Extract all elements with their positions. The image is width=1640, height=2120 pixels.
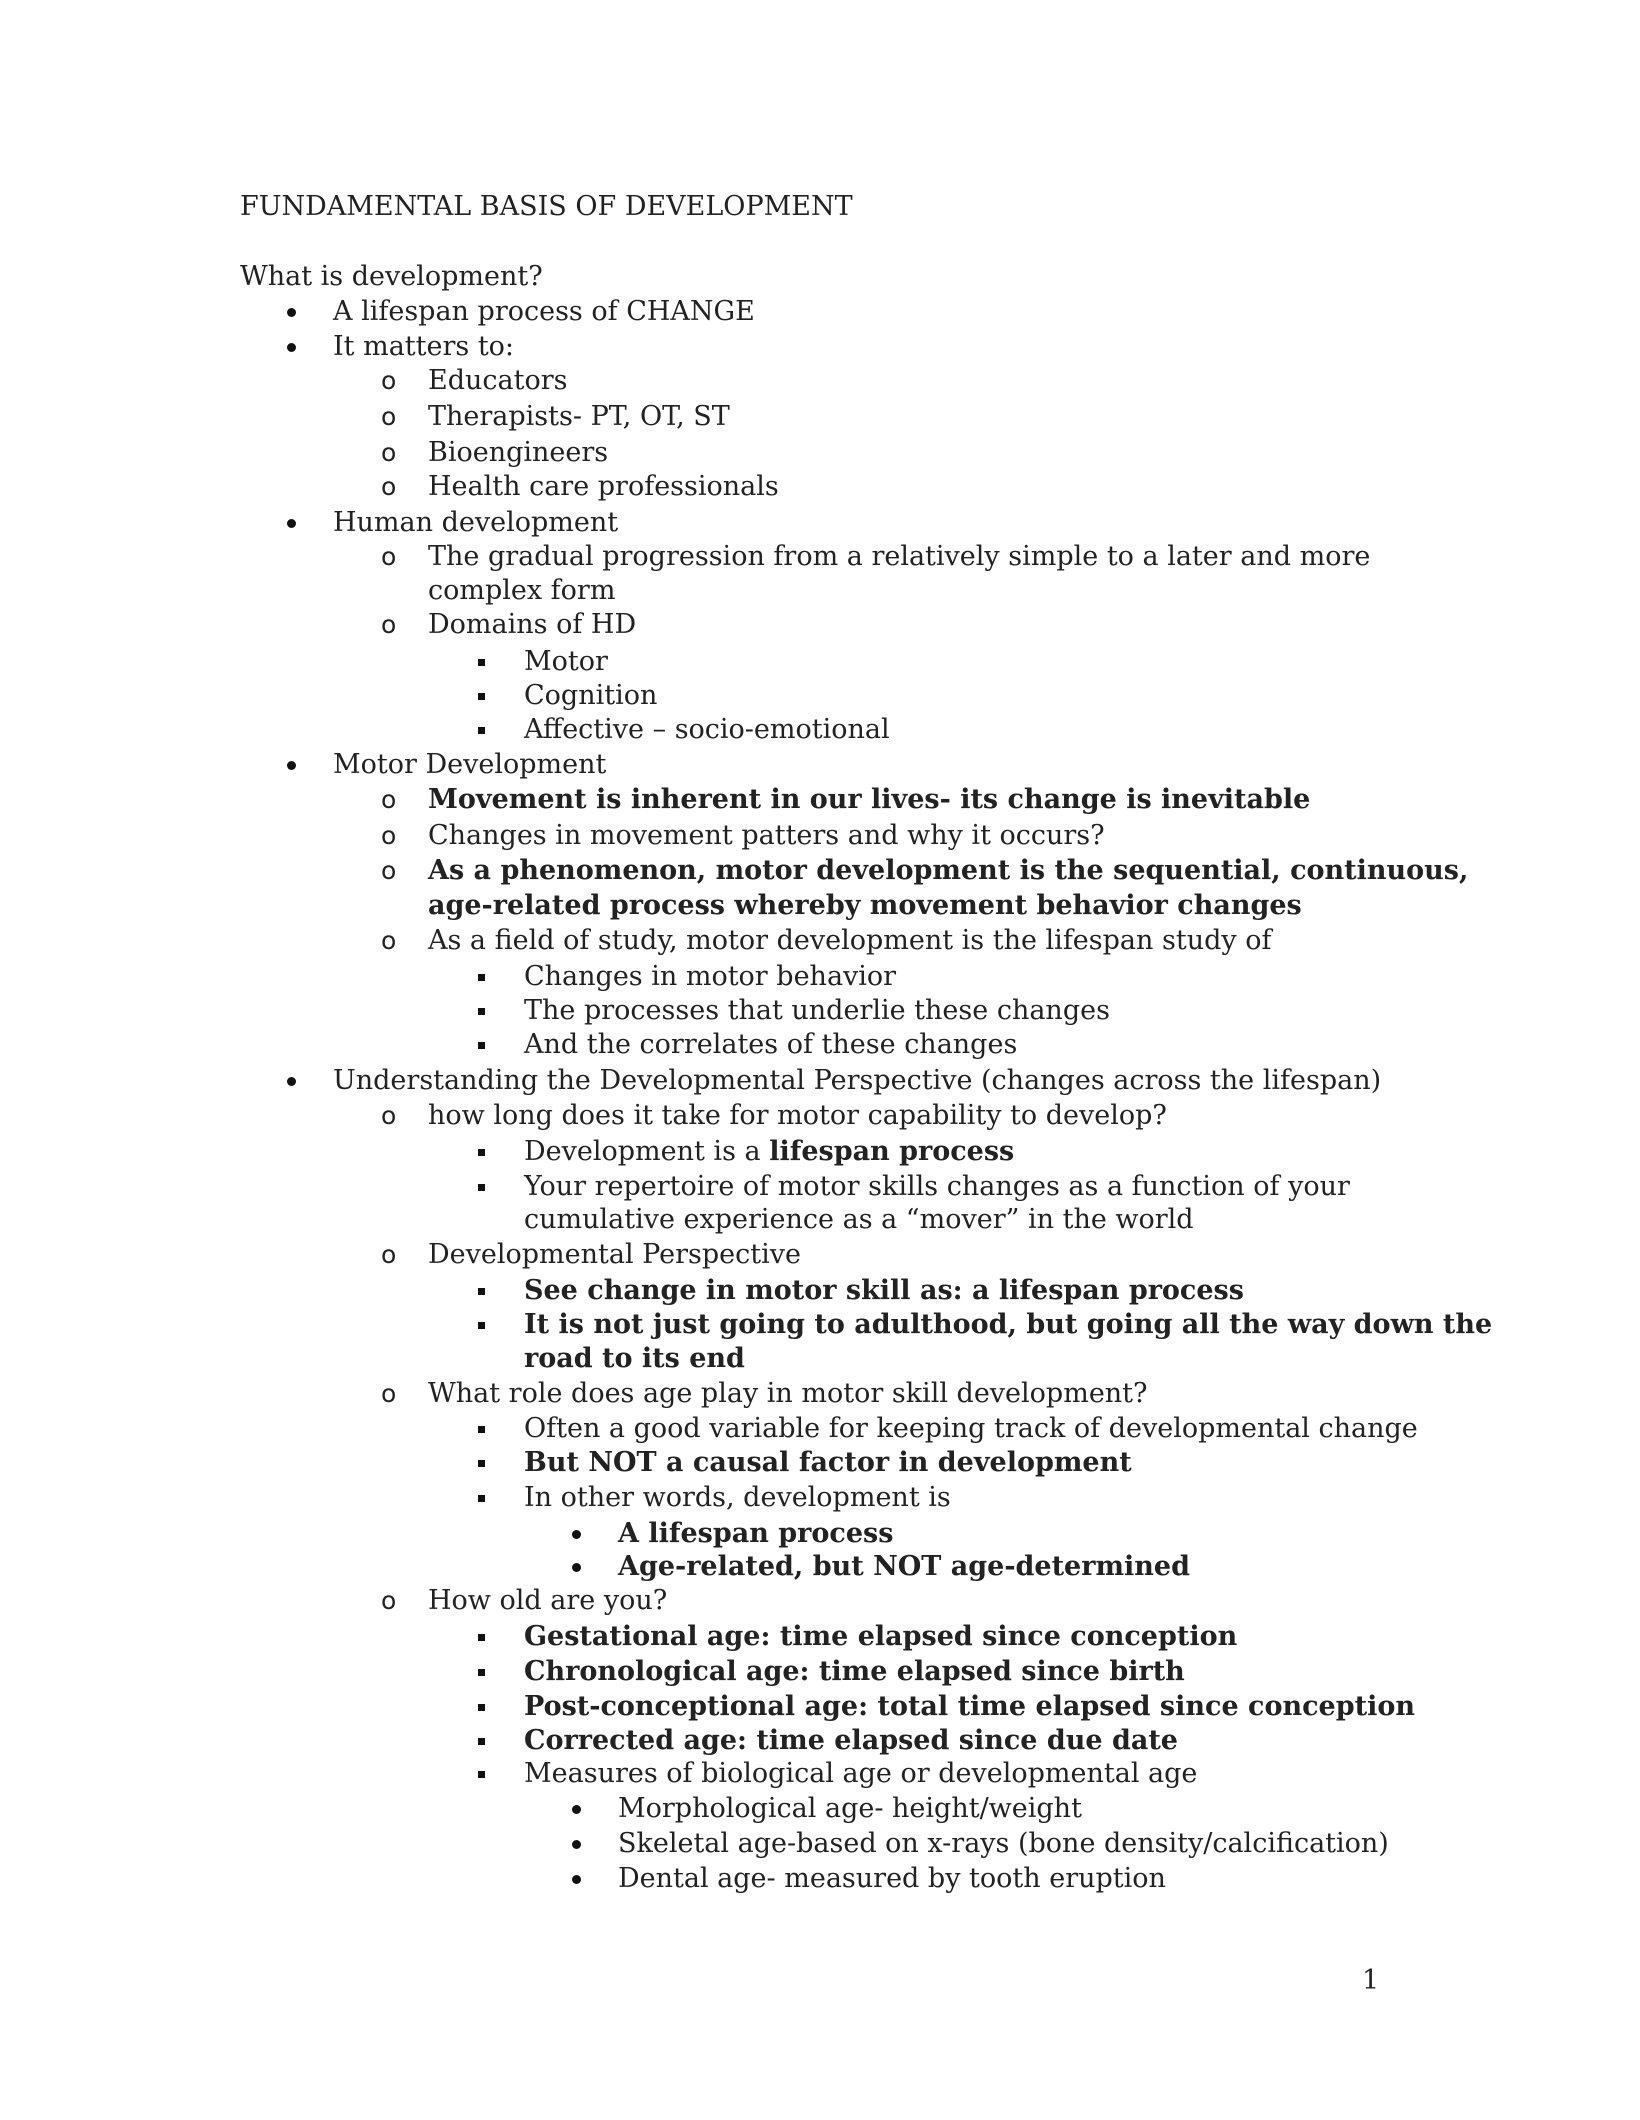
outline-item	[524, 645, 608, 679]
outline-item-text: Often a good variable for keeping track of developmental change	[524, 1413, 1418, 1444]
outline-item-text: A lifespan process of CHANGE	[333, 296, 755, 327]
outline-item-text: In other words, development is	[524, 1482, 951, 1513]
outline-item-text: how long does it take for motor capability to develop?	[428, 1100, 1167, 1131]
outline-item	[428, 924, 1271, 958]
outline-item-text: See change in motor skill as: a lifespan process	[524, 1275, 1244, 1306]
document-title: FUNDAMENTAL BASIS OF DEVELOPMENT	[240, 191, 853, 222]
outline-item	[524, 1274, 1244, 1308]
outline-item	[524, 713, 890, 747]
outline-item-text: Movement is inherent in our lives- its change is inevitable	[428, 784, 1311, 815]
outline-item-text: Chronological age: time elapsed since birth	[524, 1656, 1185, 1687]
outline-item	[240, 260, 543, 294]
bullet-circle-icon: o	[381, 856, 397, 885]
bullet-circle-icon: o	[381, 1240, 397, 1269]
outline-item-text: Measures of biological age or developmental age	[524, 1758, 1198, 1789]
outline-item	[428, 819, 1105, 853]
outline-item	[428, 1584, 667, 1618]
outline-item-text: It is not just going to adulthood, but going all the way down the	[524, 1309, 1493, 1340]
outline-item-text: Domains of HD	[428, 609, 637, 640]
outline-item-text: It matters to:	[333, 331, 515, 362]
outline-item-text: complex form	[428, 575, 616, 606]
outline-item-text: How old are you?	[428, 1585, 668, 1616]
outline-item	[333, 330, 514, 364]
outline-item-text: Corrected age: time elapsed since due date	[524, 1725, 1178, 1756]
outline-item-text: Motor Development	[333, 749, 607, 780]
outline-item-text: And the correlates of these changes	[524, 1029, 1018, 1060]
outline-item	[524, 1203, 1194, 1237]
outline-item-text: Gestational age: time elapsed since conception	[524, 1621, 1238, 1652]
outline-item-text: But NOT a causal factor in development	[524, 1447, 1132, 1478]
page-number: 1	[1362, 1965, 1380, 1996]
outline-item	[428, 1238, 801, 1272]
outline-item	[618, 1862, 1166, 1896]
outline-item-text: age-related process whereby movement behavior changes	[428, 890, 1302, 921]
outline-item	[524, 1620, 1237, 1654]
outline-item-text: As a phenomenon, motor development is the sequential, continuous,	[428, 855, 1469, 886]
outline-item	[428, 574, 615, 608]
outline-item-text: Understanding the Developmental Perspective (changes across the lifespan)	[333, 1065, 1382, 1096]
outline-item	[524, 1481, 951, 1515]
bullet-circle-icon: o	[381, 610, 397, 639]
outline-item	[428, 364, 567, 398]
outline-item	[333, 1064, 1381, 1098]
outline-item	[428, 854, 1468, 888]
outline-item-text: Dental age- measured by tooth eruption	[618, 1863, 1166, 1894]
outline-item-text: Post-conceptional age: total time elapsed since conception	[524, 1691, 1415, 1722]
bullet-circle-icon: o	[381, 438, 397, 467]
outline-item-text: The gradual progression from a relatively simple to a later and more	[428, 541, 1371, 572]
outline-item-text: Development is a	[524, 1136, 770, 1167]
outline-item-text: A lifespan process	[618, 1518, 894, 1549]
outline-item	[618, 1517, 893, 1551]
outline-item-text: Changes in motor behavior	[524, 961, 897, 992]
bullet-circle-icon: o	[381, 366, 397, 395]
outline-item-text: Bioengineers	[428, 437, 609, 468]
outline-item-text: Changes in movement patters and why it occurs?	[428, 820, 1105, 851]
outline-item-text: Developmental Perspective	[428, 1239, 801, 1270]
outline-item	[524, 1690, 1415, 1724]
outline-item	[428, 1377, 1148, 1411]
outline-item-text: What role does age play in motor skill development?	[428, 1378, 1148, 1409]
outline-item	[428, 540, 1370, 574]
outline-item-text: Morphological age- height/weight	[618, 1793, 1082, 1824]
outline-item	[524, 1724, 1178, 1758]
outline-item-bold-text: lifespan process	[769, 1136, 1015, 1167]
outline-item-text: Skeletal age-based on x-rays (bone density/calcification)	[618, 1828, 1389, 1859]
outline-item	[524, 1028, 1017, 1062]
bullet-circle-icon: o	[381, 1101, 397, 1130]
outline-item-text: Affective – socio-emotional	[524, 714, 890, 745]
outline-item	[524, 1412, 1418, 1446]
bullet-circle-icon: o	[381, 402, 397, 431]
outline-item-text: Therapists- PT, OT, ST	[428, 401, 730, 432]
bullet-circle-icon: o	[381, 785, 397, 814]
outline-item	[618, 1550, 1190, 1584]
outline-item-text: The processes that underlie these changes	[524, 995, 1110, 1026]
outline-item	[428, 400, 730, 434]
outline-item	[524, 1446, 1132, 1480]
bullet-circle-icon: o	[381, 542, 397, 571]
outline-item	[333, 295, 755, 329]
outline-item	[428, 783, 1310, 817]
bullet-circle-icon: o	[381, 472, 397, 501]
bullet-circle-icon: o	[381, 926, 397, 955]
outline-item	[618, 1792, 1082, 1826]
outline-item	[333, 506, 618, 540]
outline-item	[524, 1655, 1185, 1689]
outline-item-text: Cognition	[524, 680, 658, 711]
outline-item-text: As a field of study, motor development is the lifespan study of	[428, 925, 1272, 956]
outline-item	[524, 679, 657, 713]
outline-item	[524, 1170, 1350, 1204]
outline-item	[428, 608, 636, 642]
outline-item	[428, 436, 608, 470]
outline-item-text: Age-related, but NOT age-determined	[618, 1551, 1190, 1582]
outline-item	[333, 748, 606, 782]
outline-item-text: What is development?	[240, 261, 543, 292]
bullet-circle-icon: o	[381, 1586, 397, 1615]
outline-item-text: Educators	[428, 365, 568, 396]
outline-item	[524, 1308, 1492, 1342]
outline-item	[618, 1827, 1389, 1861]
outline-item-text: road to its end	[524, 1343, 745, 1374]
outline-item-text: Motor	[524, 646, 608, 677]
outline-item-text: Human development	[333, 507, 619, 538]
outline-item-text: Your repertoire of motor skills changes as a function of your	[524, 1171, 1350, 1202]
outline-item	[524, 1135, 1014, 1169]
outline-item-text: Health care professionals	[428, 471, 779, 502]
outline-item	[524, 994, 1110, 1028]
outline-item	[428, 1099, 1167, 1133]
bullet-circle-icon: o	[381, 821, 397, 850]
outline-item	[524, 1757, 1197, 1791]
outline-item	[428, 889, 1302, 923]
outline-item	[524, 1342, 745, 1376]
bullet-circle-icon: o	[381, 1379, 397, 1408]
outline-item	[524, 960, 896, 994]
outline-item-text: cumulative experience as a “mover” in the world	[524, 1204, 1194, 1235]
outline-item	[428, 470, 779, 504]
